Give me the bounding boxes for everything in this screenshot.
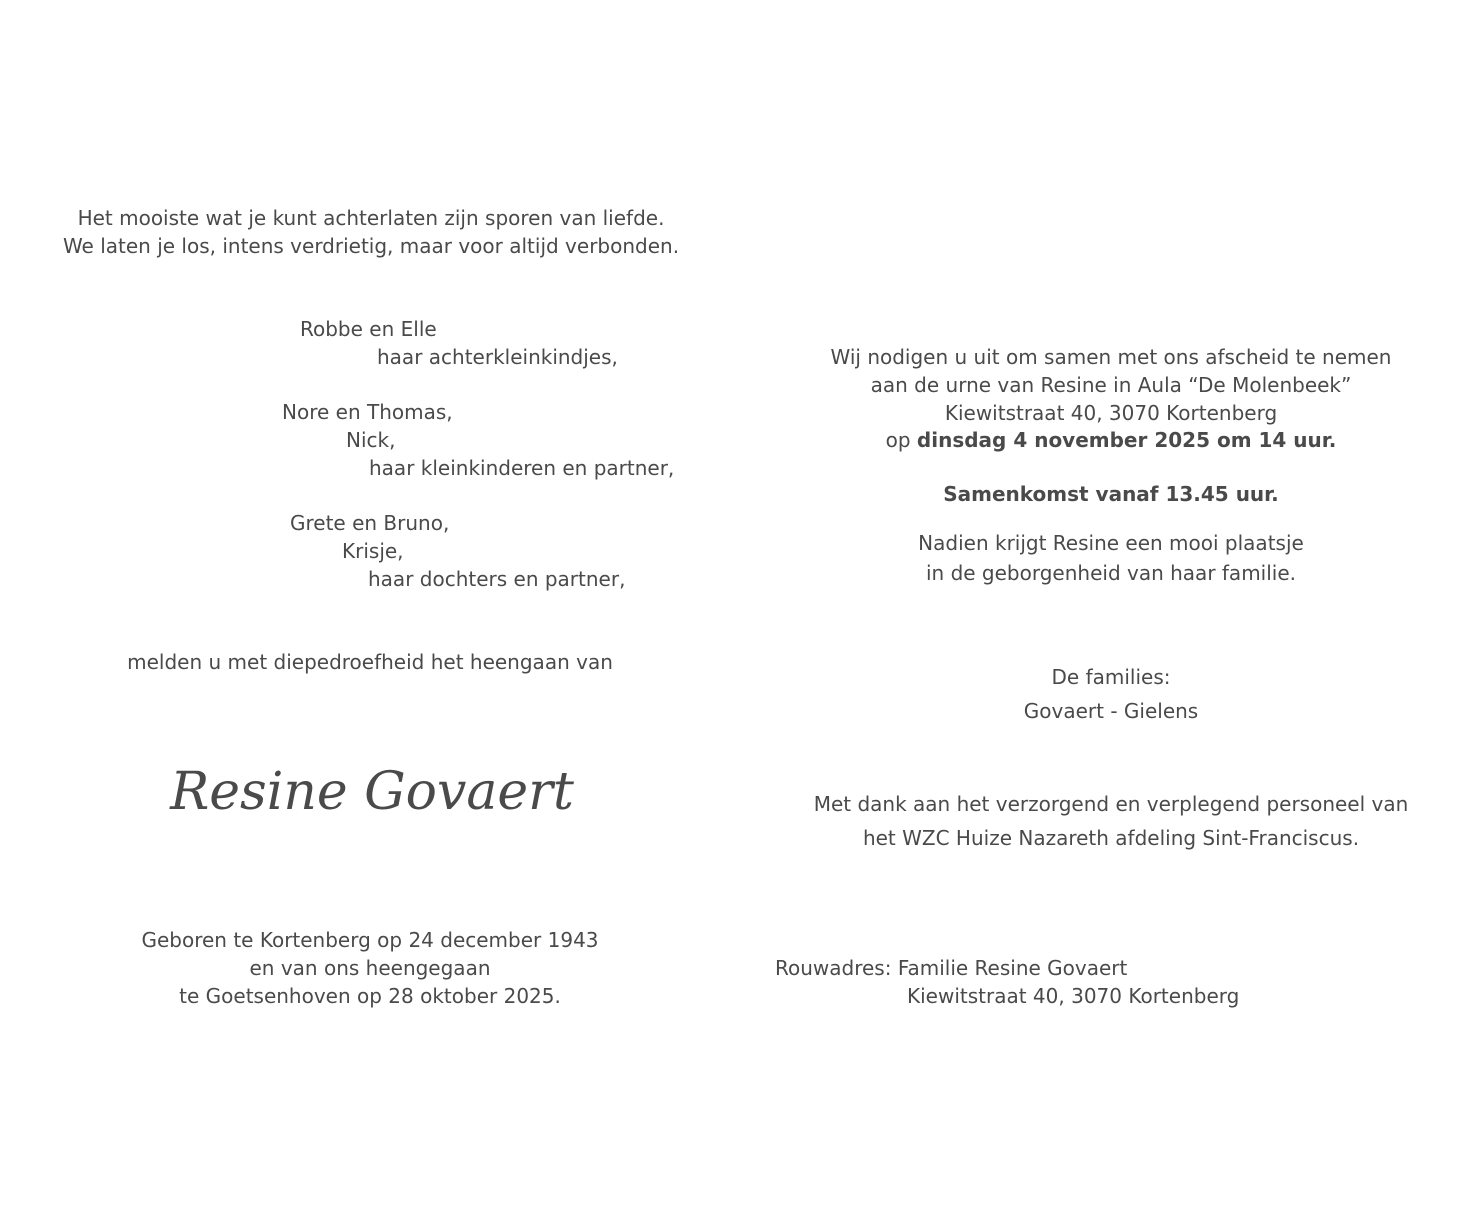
quote-line-2: We laten je los, intens verdrietig, maar voor altijd verbonden. — [62, 234, 680, 258]
daughters-names-1: Grete en Bruno, — [290, 511, 450, 535]
great-grandchildren-relation: haar achterkleinkindjes, — [377, 345, 618, 369]
grandchildren-names-2: Nick, — [346, 428, 396, 452]
life-line-1: Geboren te Kortenberg op 24 december 1943 — [141, 928, 599, 952]
date-bold: dinsdag 4 november 2025 om 14 uur. — [916, 428, 1337, 452]
thanks-line-2: het WZC Huize Nazareth afdeling Sint-Franciscus. — [862, 826, 1360, 850]
daughters-relation: haar dochters en partner, — [368, 567, 626, 591]
invitation-line-2: aan de urne van Resine in Aula “De Molenbeek” — [870, 373, 1352, 397]
deceased-name: Resine Govaert — [170, 762, 574, 822]
life-line-3: te Goetsenhoven op 28 oktober 2025. — [179, 984, 561, 1008]
families-names: Govaert - Gielens — [1023, 699, 1199, 723]
ceremony-date — [886, 426, 1337, 454]
announcement: melden u met diepedroefheid het heengaan van — [127, 650, 613, 674]
invitation-line-1: Wij nodigen u uit om samen met ons afscheid te nemen — [830, 345, 1392, 369]
afterwards-line-2: in de geborgenheid van haar familie. — [925, 561, 1297, 585]
grandchildren-relation: haar kleinkinderen en partner, — [369, 456, 675, 480]
invitation-line-3: Kiewitstraat 40, 3070 Kortenberg — [944, 401, 1278, 425]
mourning-address-label: Rouwadres: Familie Resine Govaert — [775, 956, 1128, 980]
mourning-address-street: Kiewitstraat 40, 3070 Kortenberg — [907, 984, 1240, 1008]
afterwards-line-1: Nadien krijgt Resine een mooi plaatsje — [918, 531, 1304, 555]
quote-line-1: Het mooiste wat je kunt achterlaten zijn sporen van liefde. — [77, 206, 665, 230]
great-grandchildren-names: Robbe en Elle — [300, 317, 437, 341]
gathering-time: Samenkomst vanaf 13.45 uur. — [943, 482, 1279, 506]
date-prefix: op — [885, 428, 911, 452]
life-line-2: en van ons heengegaan — [249, 956, 491, 980]
grandchildren-names-1: Nore en Thomas, — [282, 400, 453, 424]
daughters-names-2: Krisje, — [342, 539, 404, 563]
thanks-line-1: Met dank aan het verzorgend en verplegend personeel van — [813, 792, 1409, 816]
families-label: De families: — [1051, 665, 1171, 689]
